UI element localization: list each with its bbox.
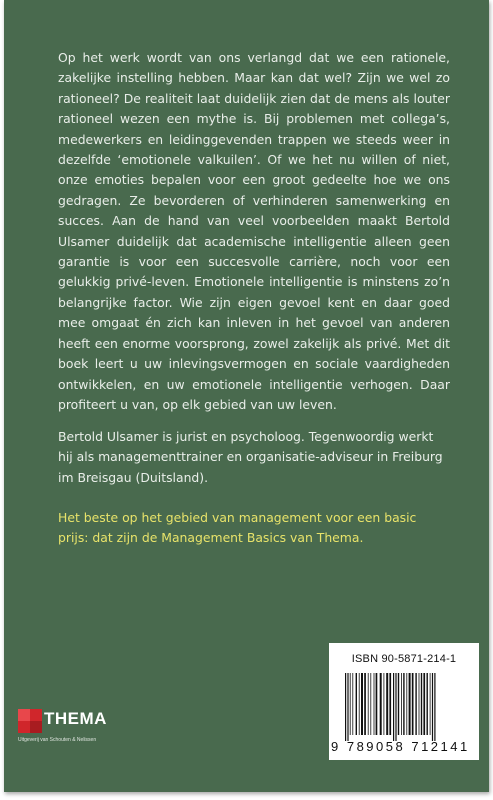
barcode-bar: [352, 673, 353, 735]
barcode-bar: [415, 673, 416, 735]
barcode-bar: [419, 673, 420, 735]
barcode-bar: [350, 673, 351, 735]
barcode-bar: [398, 673, 399, 735]
barcode-guard-bar: [395, 673, 396, 741]
barcode-bar: [389, 673, 391, 735]
barcode-bar: [356, 673, 357, 735]
back-cover: [4, 0, 489, 792]
barcode-bar: [412, 673, 414, 735]
barcode-bar: [421, 673, 422, 735]
barcode-guard-bar: [432, 673, 433, 741]
ean-digits: 9 789058 712141: [331, 739, 470, 754]
barcode-bar: [361, 673, 363, 735]
barcode-bar: [401, 673, 402, 735]
barcode-bar: [370, 673, 371, 735]
barcode-bar: [359, 673, 360, 735]
publisher-tagline: Uitgeverij van Schouten & Nelissen: [18, 737, 97, 743]
barcode-bar: [427, 673, 428, 735]
barcode-guard-bar: [393, 673, 394, 741]
barcode-bar: [423, 673, 425, 735]
barcode-bar: [430, 673, 431, 735]
blurb-text: Op het werk wordt van ons verlangd dat we een rationele, zakelijke instelling hebben. Maar kan dat wel? Zijn we wel zo rationeel? De realiteit laat duidelijk zien dat de mens als louter rationeel wezen een mythe is. Bij problemen met collega’s, medewerkers en leidinggevenden trappen we steeds weer in dezelfde ‘emotionele valkuilen’. Of we het nu willen of niet, onze emoties bepalen voor een groot gedeelte hoe we ons gedragen. Ze bevorderen of verhinderen samenwerking en succes. Aan de hand van veel voorbeelden maakt Bertold Ulsamer duidelijk dat academische intelligentie alleen geen garantie is voor een succesvolle carrière, noch voor een gelukkig privé-leven. Emotionele intelligentie is minstens zo’n belangrijke factor. Wie zijn eigen gevoel kent en daar goed mee omgaat én zich kan inleven in het gevoel van anderen heeft een enorme voorsprong, zowel zakelijk als privé. Met dit boek leert u uw inlevingsvermogen en sociale vaardigheden ontwikkelen, en uw emotionele intelligentie verhogen. Daar profiteert u van, op elk gebied van uw leven.: [58, 50, 450, 412]
barcode-guard-bar: [345, 673, 346, 741]
publisher-name: THEMA: [44, 709, 107, 728]
barcode-guard-bar: [434, 673, 435, 741]
publisher-logo: [18, 707, 128, 747]
barcode-bar: [384, 673, 385, 735]
barcode-bar: [364, 673, 366, 735]
barcode-panel: [329, 643, 479, 760]
barcode-bar: [368, 673, 369, 735]
barcode-bar: [406, 673, 407, 735]
isbn-label: ISBN 90-5871-214-1: [351, 653, 457, 665]
author-bio: Bertold Ulsamer is jurist en psycholoog. Tegenwoordig werkt hij als managementtrainer en organisatie-adviseur in Freiburg im Breisgau (Duitsland).: [58, 429, 443, 485]
barcode-bar: [380, 673, 382, 735]
series-promo: Het beste op het gebied van management voor een basic prijs: dat zijn de Management Basics van Thema.: [58, 510, 417, 546]
barcode-guard-bar: [347, 673, 348, 741]
barcode-bar: [374, 673, 375, 735]
barcode-bar: [403, 673, 404, 735]
barcode-bars: [343, 673, 471, 741]
barcode-bar: [376, 673, 378, 735]
barcode-bar: [386, 673, 388, 735]
thema-logo-icon: [18, 709, 42, 733]
barcode-bar: [409, 673, 411, 735]
